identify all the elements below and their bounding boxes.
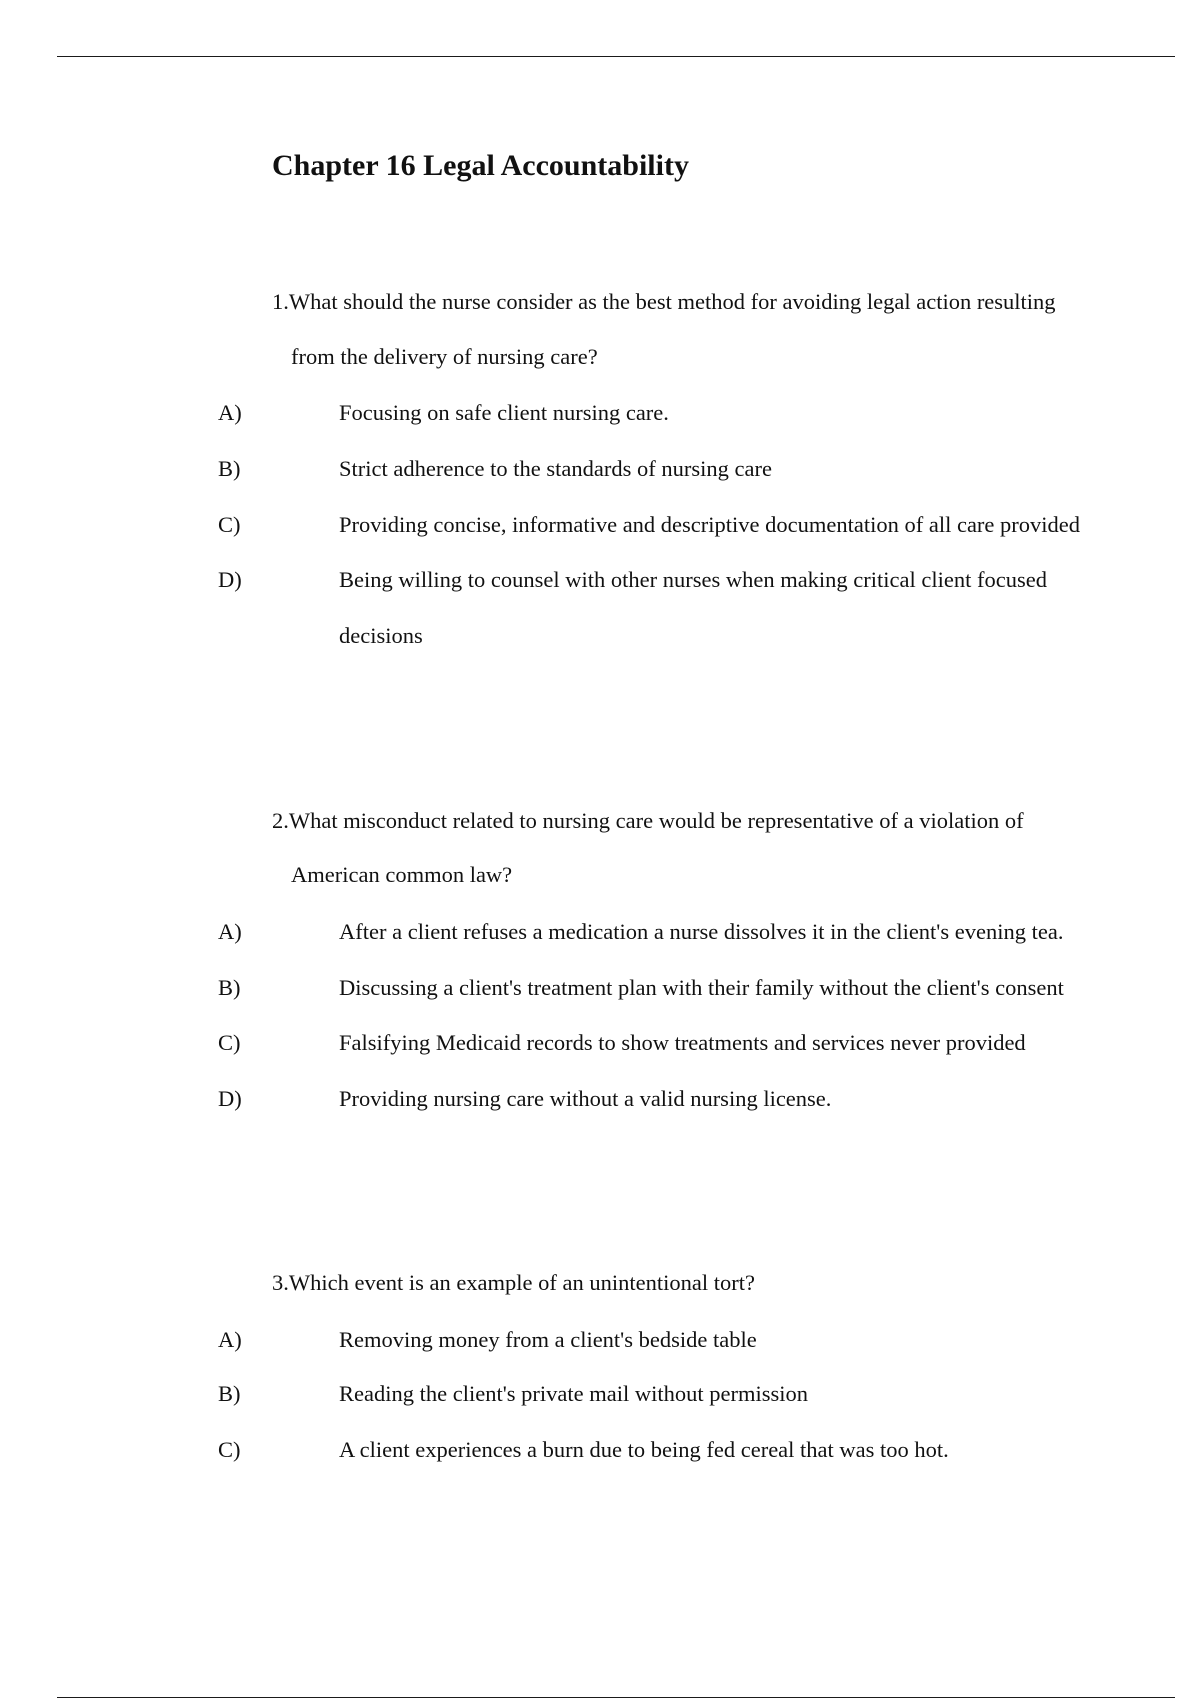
chapter-title: Chapter 16 Legal Accountability	[272, 149, 689, 182]
question-3-option-c-text: A client experiences a burn due to being fed cereal that was too hot.	[339, 1437, 949, 1462]
question-3-option-c-letter: C)	[218, 1437, 241, 1462]
question-1-option-d-letter: D)	[218, 567, 242, 592]
question-1-option-c-text: Providing concise, informative and descriptive documentation of all care provided	[339, 512, 1081, 537]
question-1-option-b-letter: B)	[218, 456, 241, 481]
bottom-rule	[57, 1697, 1175, 1698]
top-rule	[57, 56, 1175, 57]
question-1-text-line-1: 1.What should the nurse consider as the best method for avoiding legal action resulting	[272, 289, 1056, 314]
question-1-option-d-text-line-1: Being willing to counsel with other nurses when making critical client focused	[339, 567, 1047, 592]
question-2-option-d-text: Providing nursing care without a valid nursing license.	[339, 1086, 832, 1111]
question-3-option-b-text: Reading the client's private mail without permission	[339, 1381, 808, 1406]
question-2-option-c-letter: C)	[218, 1030, 241, 1055]
question-1-option-d-text-line-2: decisions	[339, 623, 423, 648]
question-1-option-c-letter: C)	[218, 512, 241, 537]
question-3-option-a-text: Removing money from a client's bedside table	[339, 1327, 757, 1352]
question-2-option-d-letter: D)	[218, 1086, 242, 1111]
question-2-option-b-letter: B)	[218, 975, 241, 1000]
question-1-option-b-text: Strict adherence to the standards of nursing care	[339, 456, 772, 481]
question-2-option-c-text: Falsifying Medicaid records to show treatments and services never provided	[339, 1030, 1026, 1055]
question-2-text-line-1: 2.What misconduct related to nursing care would be representative of a violation of	[272, 808, 1024, 833]
question-1-text-line-2: from the delivery of nursing care?	[291, 344, 598, 369]
question-1-option-a-letter: A)	[218, 400, 242, 425]
question-3-option-a-letter: A)	[218, 1327, 242, 1352]
question-3-text-line-1: 3.Which event is an example of an unintentional tort?	[272, 1270, 755, 1295]
question-1-option-a-text: Focusing on safe client nursing care.	[339, 400, 669, 425]
question-3-option-b-letter: B)	[218, 1381, 241, 1406]
question-2-option-a-text: After a client refuses a medication a nurse dissolves it in the client's evening tea.	[339, 919, 1064, 944]
question-2-text-line-2: American common law?	[291, 862, 513, 887]
question-2-option-a-letter: A)	[218, 919, 242, 944]
question-2-option-b-text: Discussing a client's treatment plan with their family without the client's consent	[339, 975, 1064, 1000]
